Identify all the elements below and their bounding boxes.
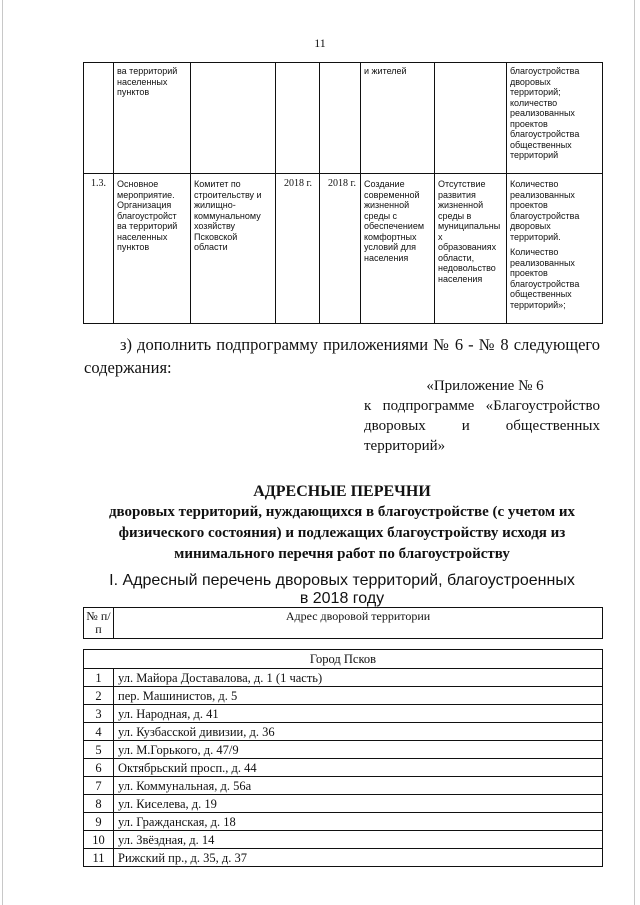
cell-consequences [435,63,507,174]
table-row-continued [84,63,603,174]
cell-end-year: 2018 г. [320,174,361,324]
page-edge [2,0,3,905]
section-title [84,572,600,608]
table-row [84,849,603,867]
cell-start-year: 2018 г. [276,174,320,324]
cell-number: 1.3. [84,174,114,324]
heading-sub-3: минимального перечня работ по благоустройству [174,546,510,562]
row-number: 6 [84,759,114,777]
row-address: ул. Народная, д. 41 [114,705,603,723]
cell-end-year [320,63,361,174]
address-rows [84,669,603,867]
appendix-caption [364,376,600,456]
address-table-header [84,608,603,639]
table-row-1-3 [84,174,603,324]
row-number: 2 [84,687,114,705]
cell-indicators: благоустройства дворовых территорий; количество реализованных проектов благоустройства общественных территорий [507,63,603,174]
cell-executor: Комитет по строительству и жилищно-коммунальному хозяйству Псковской области [191,174,276,324]
table-row [84,777,603,795]
row-address: ул. Гражданская, д. 18 [114,813,603,831]
row-address: ул. М.Горького, д. 47/9 [114,741,603,759]
appendix-subprogram-end: территорий» [364,438,446,454]
cell-name: ва территорий населенных пунктов [114,63,191,174]
row-number: 9 [84,813,114,831]
program-measures-table [83,62,603,324]
heading-main: АДРЕСНЫЕ ПЕРЕЧНИ [253,483,431,500]
table-row [84,813,603,831]
table-row [84,705,603,723]
section-title-line1: I. Адресный перечень дворовых территорий, благоустроенных [109,572,575,589]
row-address: Октябрьский просп., д. 44 [114,759,603,777]
page-edge [634,0,635,905]
table-row [84,741,603,759]
cell-start-year [276,63,320,174]
row-number: 1 [84,669,114,687]
heading-sub-1: дворовых территорий, нуждающихся в благоустройстве (с учетом их [108,504,576,520]
row-address: пер. Машинистов, д. 5 [114,687,603,705]
row-number: 5 [84,741,114,759]
indicator-1: Количество реализованных проектов благоустройства дворовых территорий. [510,179,580,242]
city-name: Город Псков [84,650,603,669]
cell-expected-result: и жителей [361,63,435,174]
table-row [84,669,603,687]
heading-sub-2: физического состояния) и подлежащих благоустройству исходя из [118,525,566,541]
cell-executor [191,63,276,174]
row-number: 7 [84,777,114,795]
row-address: Рижский пр., д. 35, д. 37 [114,849,603,867]
address-table [83,607,603,867]
appendix-subprogram-cont: дворовых и общественных [364,418,600,434]
cell-consequences: Отсутствие развития жизненной среды в муниципальны х образованиях области, недовольство населения [435,174,507,324]
table-row [84,687,603,705]
cell-name: Основное мероприятие. Организация благоустройст ва территорий населенных пунктов [114,174,191,324]
section-title-line2: в 2018 году [299,590,385,607]
row-number: 3 [84,705,114,723]
row-number: 8 [84,795,114,813]
amendment-paragraph [84,333,600,379]
header-address: Адрес дворовой территории [114,608,603,639]
table-row [84,759,603,777]
city-row [84,650,603,669]
table-row [84,723,603,741]
table-row [84,795,603,813]
row-address: ул. Киселева, д. 19 [114,795,603,813]
document-heading [84,481,600,565]
table-row [84,831,603,849]
cell-number [84,63,114,174]
cell-expected-result: Создание современной жизненной среды с обеспечением комфортных условий для населения [361,174,435,324]
row-number: 10 [84,831,114,849]
row-number: 4 [84,723,114,741]
indicator-2: Количество реализованных проектов благоустройства общественных территорий»; [510,247,580,310]
row-address: ул. Майора Доставалова, д. 1 (1 часть) [114,669,603,687]
row-address: ул. Коммунальная, д. 56а [114,777,603,795]
appendix-number: «Приложение № 6 [426,378,544,394]
page-number: 11 [314,36,326,50]
appendix-subprogram: к подпрограмме «Благоустройство [364,398,600,414]
row-address: ул. Кузбасской дивизии, д. 36 [114,723,603,741]
header-num: № п/п [84,608,114,639]
cell-indicators [507,174,603,324]
amendment-text: з) дополнить подпрограмму приложениями № 6 - № 8 следующего содержания: [84,335,600,377]
row-address: ул. Звёздная, д. 14 [114,831,603,849]
row-number: 11 [84,849,114,867]
